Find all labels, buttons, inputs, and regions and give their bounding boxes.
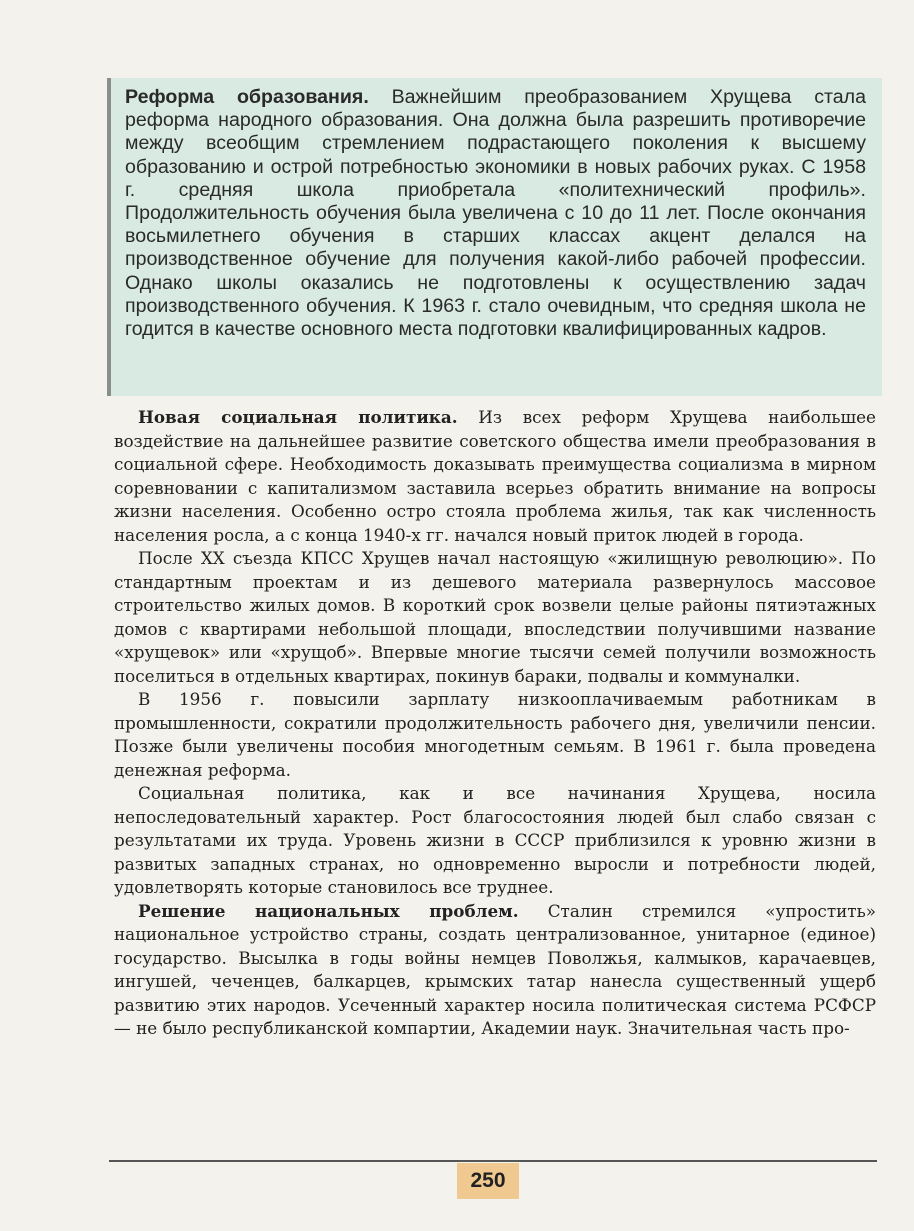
sidebox-intro: Важнейшим преобразованием Хрущева стала реформа народного образования. Она должна была разрешить противоречие между всеобщим стремлением подрастающего поколения к высшему образованию и острой потребностью экономики в новых рабочих руках. С 1958 г. средняя школа приобретала «политехнический профиль». bbox=[125, 86, 866, 201]
social-policy-heading: Новая социальная политика. bbox=[138, 407, 458, 427]
education-reform-sidebox bbox=[107, 78, 882, 396]
social-policy-paragraph-1 bbox=[114, 406, 876, 547]
national-problems-text: Сталин стремился «упростить» национальное устройство страны, создать централизованное, унитарное (единое) государство. Высылка в годы войны немцев Поволжья, калмыков, карачаевцев, ингушей, чеченцев, балкарцев, крымских татар нанесла существенный ущерб развитию этих народов. Усеченный характер носила политическая система РСФСР — не было республиканской компартии, Академии наук. Значительная часть про- bbox=[114, 900, 876, 1038]
sidebox-title: Реформа образования. bbox=[125, 86, 369, 108]
sidebox-paragraph-2: Продолжительность обучения была увеличена с 10 до 11 лет. После окончания восьмилетнего обучения в старших классах акцент делался на производственное обучение для получения какой-либо рабочей профессии. Однако школы оказались не подготовлены к осуществлению задач производственного обучения. К 1963 г. стало очевидным, что средняя школа не годится в качестве основного места подготовки квалифицированных кадров. bbox=[125, 202, 866, 341]
social-policy-paragraph-3: В 1956 г. повысили зарплату низкооплачиваемым работникам в промышленности, сократили продолжительность рабочего дня, увеличили пенсии. Позже были увеличены пособия многодетным семьям. В 1961 г. была проведена денежная реформа. bbox=[114, 689, 876, 780]
sidebox-paragraph-1 bbox=[125, 86, 866, 202]
national-problems-heading: Решение национальных проблем. bbox=[138, 900, 519, 921]
footer-rule bbox=[109, 1160, 877, 1162]
page-number: 250 bbox=[457, 1163, 519, 1199]
social-policy-paragraph-4: Социальная политика, как и все начинания Хрущева, носила непоследовательный характер. Рост благосостояния людей был слабо связан с результатами их труда. Уровень жизни в СССР приблизился к уровню жизни в развитых западных странах, но одновременно выросли и потребности людей, удовлетворять которые становилось все труднее. bbox=[114, 783, 876, 897]
social-policy-paragraph-2: После XX съезда КПСС Хрущев начал настоящую «жилищную революцию». По стандартным проектам и из дешевого материала развернулось массовое строительство жилых домов. В короткий срок возвели целые районы пятиэтажных домов с квартирами небольшой площади, впоследствии получившими название «хрущевок» или «хрущоб». Впервые многие тысячи семей получили возможность поселиться в отдельных квартирах, покинув бараки, подвалы и коммуналки. bbox=[114, 548, 876, 686]
social-policy-text-1: Из всех реформ Хрущева наибольшее воздействие на дальнейшее развитие советского общества имели преобразования в социальной сфере. Необходимость доказывать преимущества социализма в мирном соревновании с капитализмом заставила всерьез обратить внимание на вопросы жизни населения. Особенно остро стояла проблема жилья, так как численность населения росла, а с конца 1940-х гг. начался новый приток людей в города. bbox=[114, 407, 876, 545]
main-text bbox=[114, 406, 876, 1041]
national-problems-paragraph bbox=[114, 900, 876, 1041]
